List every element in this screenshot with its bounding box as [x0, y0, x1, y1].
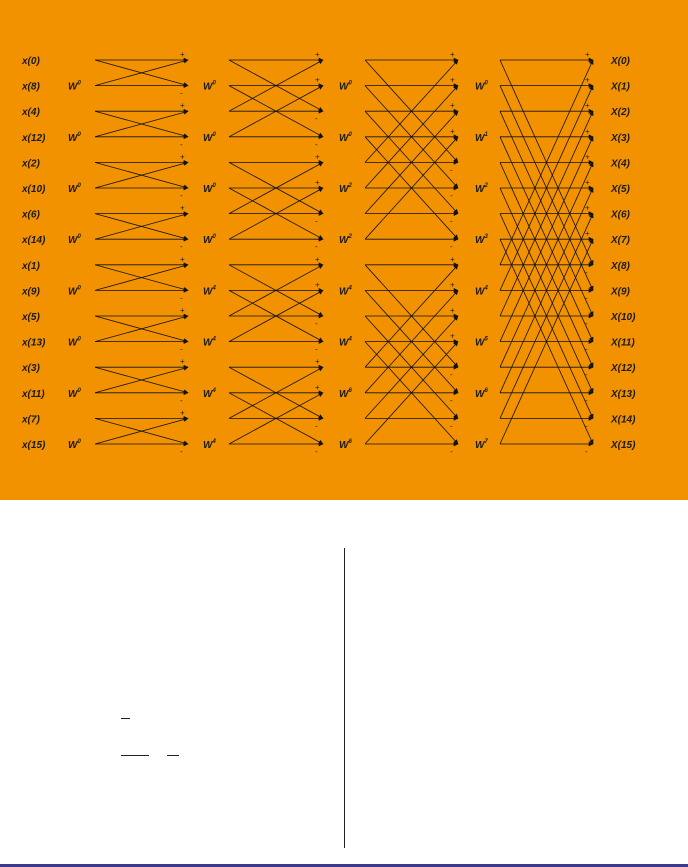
input-label: x(13)	[22, 337, 46, 349]
minus-sign: -	[585, 370, 588, 380]
minus-sign: -	[450, 447, 453, 456]
twiddle-factor: $W^0$	[203, 183, 216, 195]
twiddle-factor: $W^4$	[203, 285, 216, 298]
plus-sign: +	[585, 126, 590, 136]
plus-sign: +	[315, 50, 320, 59]
twiddle-factor: $W^4$	[203, 336, 216, 349]
twiddle-factor: $W^0$	[68, 131, 81, 144]
twiddle-factor: $W^0$	[68, 336, 81, 349]
output-label: X(14)	[611, 414, 636, 426]
output-label: X(10)	[611, 312, 636, 323]
plus-sign: +	[180, 357, 185, 367]
minus-sign: -	[585, 421, 588, 431]
minus-sign: -	[180, 191, 183, 200]
plus-sign: +	[180, 101, 185, 111]
output-label: X(8)	[611, 260, 630, 272]
minus-sign: -	[585, 447, 588, 456]
plus-sign: +	[450, 101, 455, 111]
plus-sign: +	[450, 126, 455, 136]
twiddle-factor: $W^0$	[68, 183, 81, 195]
twiddle-factor: $W^0$	[203, 234, 216, 247]
twiddle-factor: $W^2$	[339, 234, 352, 247]
input-label: x(3)	[22, 363, 40, 375]
output-label: X(12)	[611, 363, 636, 375]
input-label: x(7)	[22, 414, 40, 426]
plus-sign: +	[180, 254, 185, 264]
plus-sign: +	[180, 408, 185, 418]
twiddle-factor: $W^3$	[475, 234, 488, 247]
output-label: X(2)	[611, 107, 630, 119]
plus-sign: +	[180, 306, 185, 315]
input-label: x(12)	[22, 132, 46, 144]
input-label: x(15)	[22, 440, 46, 451]
plus-sign: +	[180, 152, 185, 162]
plus-sign: +	[585, 101, 590, 111]
input-label: x(5)	[22, 312, 40, 323]
plus-sign: +	[585, 203, 590, 213]
formula-bar-1	[121, 718, 130, 719]
column-divider	[344, 548, 345, 848]
minus-sign: -	[450, 165, 453, 175]
twiddle-factor: $W^4$	[475, 285, 488, 298]
output-label: X(3)	[611, 132, 630, 144]
output-label: X(1)	[611, 81, 630, 93]
plus-sign: +	[315, 254, 320, 264]
input-label: x(11)	[22, 388, 45, 400]
twiddle-factor: $W^0$	[68, 285, 81, 298]
output-label: X(11)	[611, 337, 635, 349]
twiddle-factor: $W^0$	[68, 234, 81, 247]
twiddle-factor: $W^4$	[203, 439, 216, 451]
minus-sign: -	[450, 370, 453, 380]
minus-sign: -	[315, 216, 318, 226]
plus-sign: +	[315, 382, 320, 392]
minus-sign: -	[180, 139, 183, 149]
minus-sign: -	[450, 242, 453, 252]
plus-sign: +	[450, 50, 455, 59]
output-label: X(0)	[611, 56, 630, 67]
input-label: x(1)	[22, 260, 40, 272]
minus-sign: -	[585, 344, 588, 354]
minus-sign: -	[315, 421, 318, 431]
formula-bar-3	[167, 755, 179, 756]
twiddle-factor: $W^0$	[203, 131, 216, 144]
minus-sign: -	[450, 395, 453, 405]
plus-sign: +	[315, 152, 320, 162]
minus-sign: -	[180, 293, 183, 303]
plus-sign: +	[585, 229, 590, 239]
twiddle-factor: $W^4$	[339, 336, 352, 349]
twiddle-factor: $W^6$	[339, 387, 352, 400]
output-label: X(5)	[611, 184, 630, 195]
input-label: x(9)	[22, 286, 40, 298]
minus-sign: -	[450, 421, 453, 431]
minus-sign: -	[315, 319, 318, 328]
input-label: x(10)	[22, 184, 46, 195]
minus-sign: -	[450, 216, 453, 226]
minus-sign: -	[180, 344, 183, 354]
minus-sign: -	[315, 114, 318, 124]
twiddle-factor: $W^6$	[475, 387, 488, 400]
plus-sign: +	[315, 280, 320, 290]
twiddle-factor: $W^4$	[203, 387, 216, 400]
plus-sign: +	[180, 203, 185, 213]
minus-sign: -	[180, 447, 183, 456]
twiddle-factor: $W^7$	[475, 439, 488, 451]
minus-sign: -	[585, 395, 588, 405]
output-label: X(9)	[611, 286, 630, 298]
minus-sign: -	[585, 319, 588, 328]
plus-sign: +	[450, 306, 455, 315]
plus-sign: +	[450, 280, 455, 290]
formula-bar-2	[121, 755, 149, 756]
twiddle-factor: $W^0$	[475, 80, 488, 93]
plus-sign: +	[585, 178, 590, 187]
input-label: x(2)	[22, 158, 40, 170]
plus-sign: +	[585, 50, 590, 59]
minus-sign: -	[585, 267, 588, 277]
twiddle-factor: $W^1$	[475, 131, 488, 144]
minus-sign: -	[315, 139, 318, 149]
twiddle-factor: $W^2$	[339, 183, 352, 195]
twiddle-factor: $W^0$	[68, 80, 81, 93]
minus-sign: -	[315, 344, 318, 354]
input-label: x(6)	[22, 209, 40, 221]
minus-sign: -	[180, 88, 183, 98]
output-label: X(15)	[611, 440, 636, 451]
twiddle-factor: $W^4$	[339, 285, 352, 298]
input-label: x(4)	[22, 107, 40, 119]
plus-sign: +	[180, 50, 185, 59]
output-label: X(4)	[611, 158, 630, 170]
twiddle-factor: $W^6$	[339, 439, 352, 451]
minus-sign: -	[585, 293, 588, 303]
twiddle-factor: $W^0$	[339, 80, 352, 93]
minus-sign: -	[180, 395, 183, 405]
input-label: x(0)	[22, 56, 40, 67]
plus-sign: +	[315, 178, 320, 187]
plus-sign: +	[585, 152, 590, 162]
plus-sign: +	[450, 75, 455, 85]
twiddle-factor: $W^0$	[339, 131, 352, 144]
input-label: x(14)	[22, 235, 46, 247]
plus-sign: +	[315, 75, 320, 85]
output-label: X(13)	[611, 388, 636, 400]
minus-sign: -	[315, 242, 318, 252]
twiddle-factor: $W^0$	[68, 439, 81, 451]
output-label: X(6)	[611, 209, 630, 221]
plus-sign: +	[585, 75, 590, 85]
plus-sign: +	[450, 331, 455, 341]
minus-sign: -	[180, 242, 183, 252]
minus-sign: -	[315, 447, 318, 456]
plus-sign: +	[450, 254, 455, 264]
minus-sign: -	[450, 191, 453, 200]
input-label: x(8)	[22, 81, 40, 93]
plus-sign: +	[315, 357, 320, 367]
twiddle-factor: $W^0$	[203, 80, 216, 93]
output-label: X(7)	[611, 235, 630, 247]
twiddle-factor: $W^0$	[68, 387, 81, 400]
twiddle-factor: $W^5$	[475, 336, 488, 349]
twiddle-factor: $W^2$	[475, 183, 488, 195]
